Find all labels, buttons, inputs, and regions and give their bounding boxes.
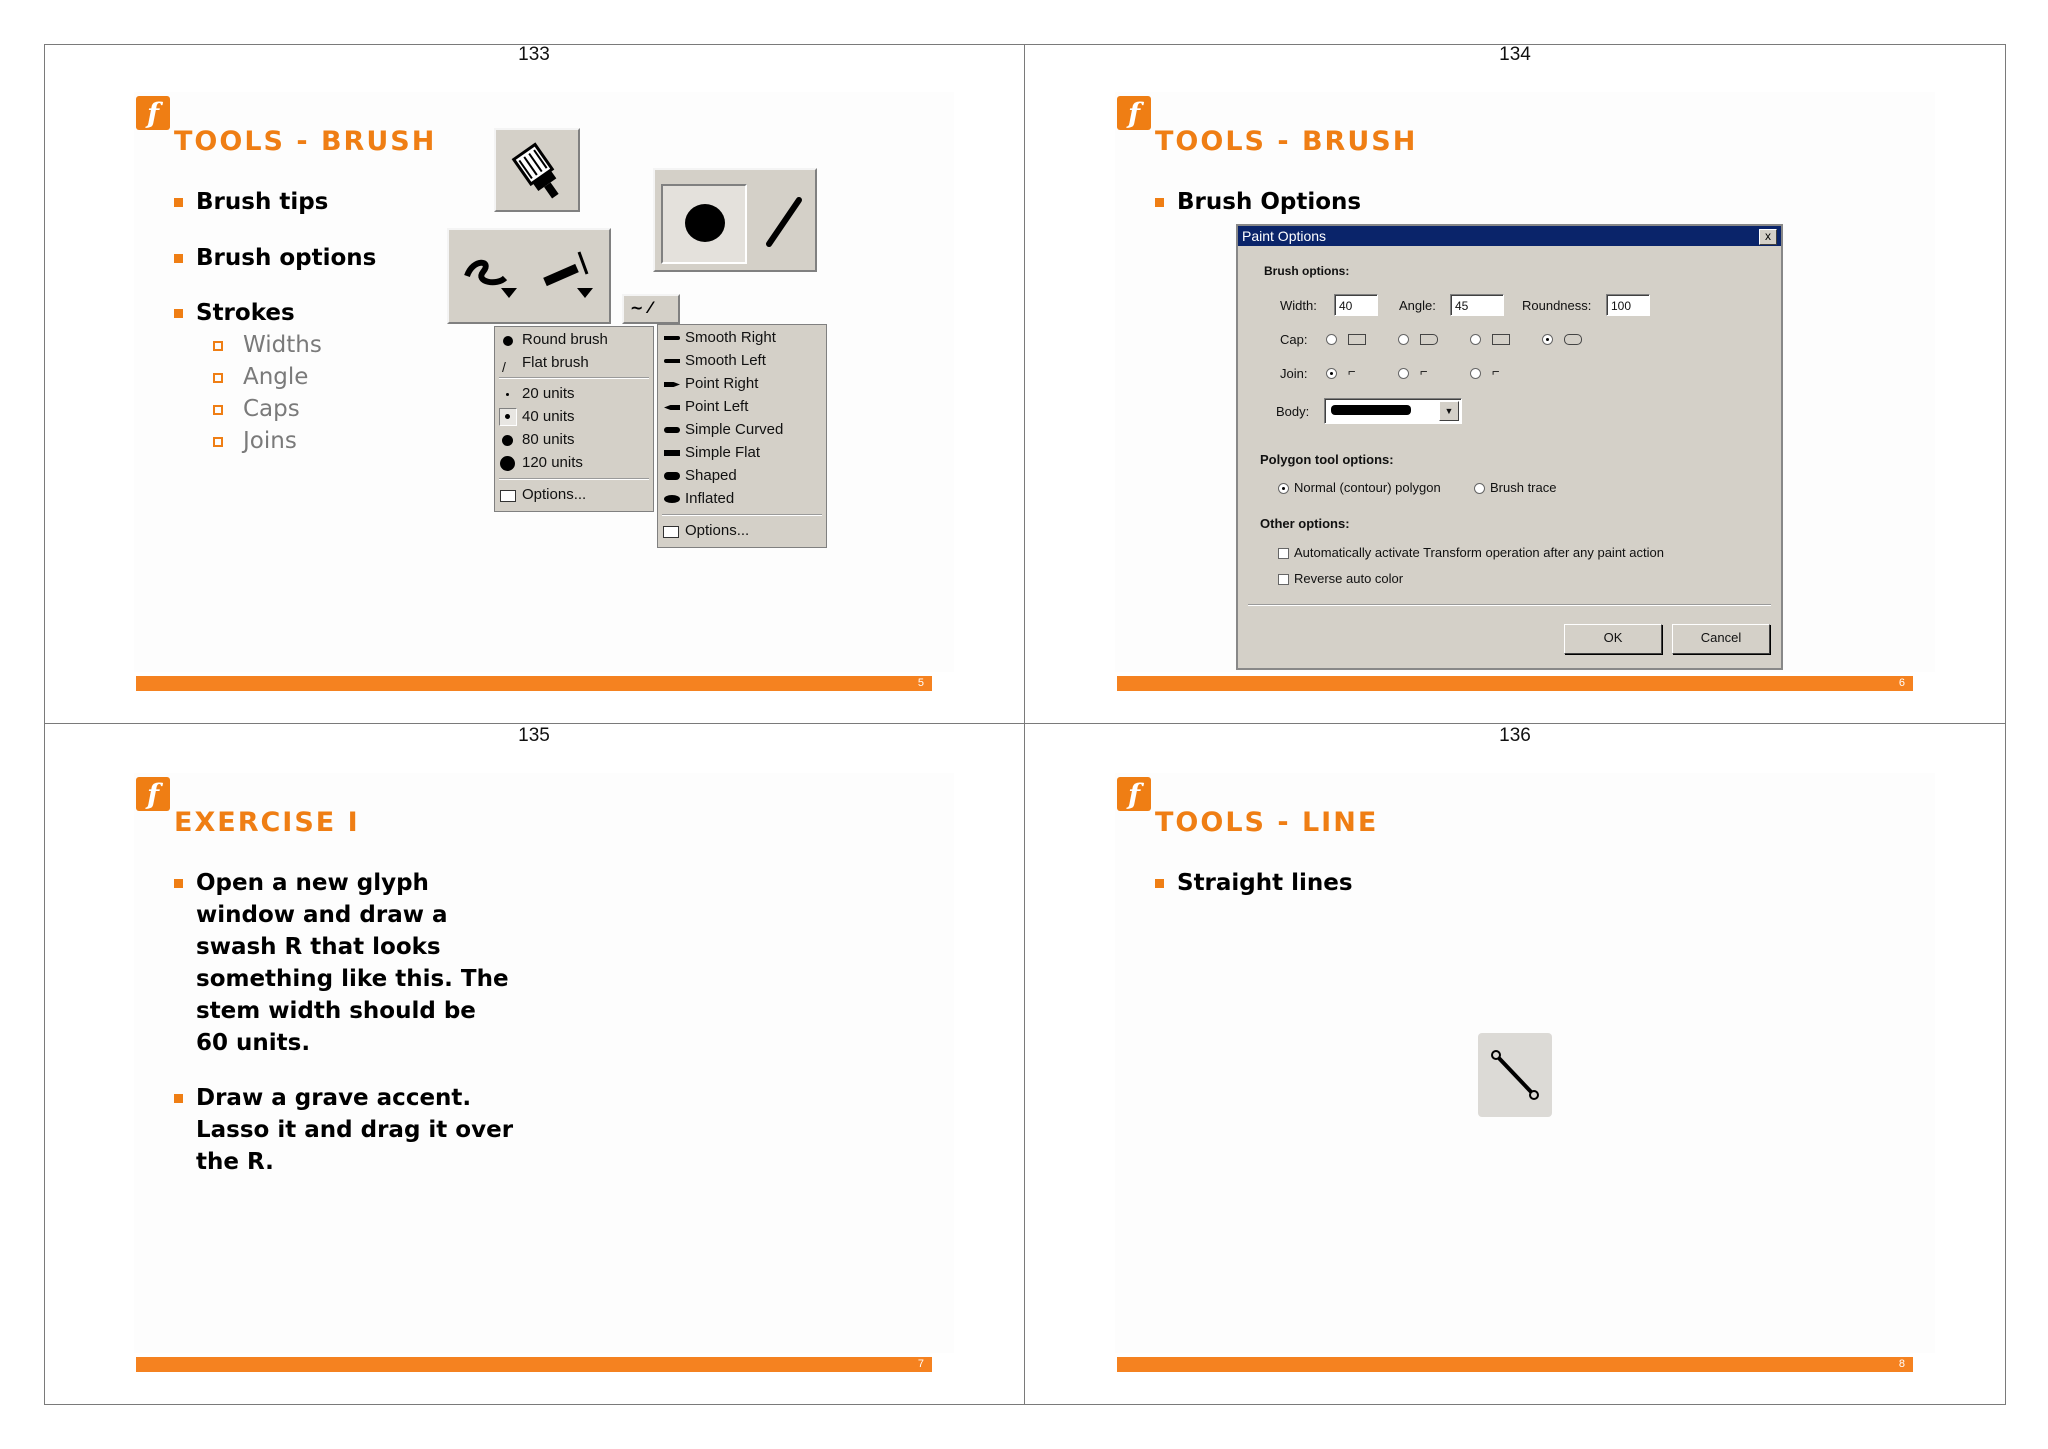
sub-bullet-caps: Caps — [243, 396, 300, 422]
stroke-menu — [657, 324, 827, 548]
brush-trace-label: Brush trace — [1490, 480, 1557, 495]
menu-item-40-units[interactable]: 40 units — [495, 406, 653, 428]
join-radio-1[interactable] — [1326, 368, 1337, 379]
bullet-line: something like this. The — [196, 966, 509, 992]
stroke-mini-button[interactable] — [622, 294, 680, 324]
menu-item-stroke-options[interactable]: Options... — [658, 520, 826, 542]
bullet-line: Lasso it and drag it over — [196, 1117, 514, 1143]
reverse-color-checkbox[interactable] — [1278, 574, 1289, 585]
slide-title: EXERCISE I — [174, 807, 360, 838]
menu-item-options[interactable]: Options... — [495, 484, 653, 506]
menu-item-120-units[interactable]: 120 units — [495, 452, 653, 474]
footer-bar — [1117, 676, 1913, 691]
bullet-straight-lines: Straight lines — [1177, 867, 1353, 899]
auto-transform-label: Automatically activate Transform operation after any paint action — [1294, 545, 1664, 560]
slide-title: TOOLS - LINE — [1155, 807, 1379, 838]
page-number: 136 — [1499, 725, 1531, 746]
join-bevel-icon: ⌐ — [1492, 364, 1500, 379]
dialog-divider — [1248, 604, 1771, 606]
menu-item-simple-curved[interactable]: Simple Curved — [658, 419, 826, 441]
roundness-label: Roundness: — [1522, 298, 1592, 313]
sub-bullet-angle: Angle — [243, 364, 309, 390]
bullet-line: 60 units. — [196, 1030, 311, 1056]
roundness-field[interactable]: 100 — [1606, 294, 1650, 316]
brush-options-label: Brush options: — [1264, 264, 1350, 278]
angle-label: Angle: — [1399, 298, 1436, 313]
options-icon — [663, 526, 679, 538]
options-icon — [500, 490, 516, 502]
menu-item-smooth-left[interactable]: Smooth Left — [658, 350, 826, 372]
menu-item-inflated[interactable]: Inflated — [658, 488, 826, 510]
menu-item-smooth-right[interactable]: Smooth Right — [658, 327, 826, 349]
cap-radio-1[interactable] — [1326, 334, 1337, 345]
bullet-line: stem width should be — [196, 998, 476, 1024]
bullet-line: window and draw a — [196, 902, 448, 928]
stroke-toolbar — [447, 228, 611, 324]
slide-cell-133 — [44, 44, 1024, 724]
footer-number: 5 — [917, 677, 924, 689]
cancel-button[interactable]: Cancel — [1672, 624, 1770, 654]
width-label: Width: — [1280, 298, 1317, 313]
logo-f-icon: f — [136, 777, 170, 811]
bullet-strokes: Strokes — [196, 297, 295, 329]
brush-tool-icon — [496, 130, 578, 210]
round-tip-icon — [685, 204, 725, 242]
cap-rounded-icon — [1564, 334, 1582, 345]
footer-bar — [136, 1357, 932, 1372]
body-label: Body: — [1276, 404, 1310, 419]
bullet-grave-accent — [196, 1082, 513, 1178]
menu-item-point-right[interactable]: Point Right — [658, 373, 826, 395]
bullet-open-glyph — [196, 867, 509, 1059]
join-radio-3[interactable] — [1470, 368, 1481, 379]
bullet-line: swash R that looks — [196, 934, 441, 960]
normal-polygon-label: Normal (contour) polygon — [1294, 480, 1441, 495]
sub-bullet-widths: Widths — [243, 332, 322, 358]
logo-f-icon: f — [1117, 96, 1151, 130]
normal-polygon-radio[interactable] — [1278, 483, 1289, 494]
footer-number: 6 — [1898, 677, 1905, 689]
sub-bullet-joins: Joins — [243, 428, 297, 454]
width-field[interactable]: 40 — [1334, 294, 1378, 316]
menu-item-80-units[interactable]: 80 units — [495, 429, 653, 451]
chevron-down-icon[interactable]: ▼ — [1439, 401, 1459, 421]
brush-tool-button[interactable] — [494, 128, 580, 212]
mini-stroke-icon: ~ ⁄ — [630, 298, 652, 317]
logo-f-icon: f — [1117, 777, 1151, 811]
menu-item-shaped[interactable]: Shaped — [658, 465, 826, 487]
line-tool-icon — [1478, 1033, 1552, 1117]
paint-options-dialog — [1236, 224, 1783, 670]
brush-trace-radio[interactable] — [1474, 483, 1485, 494]
page-number: 135 — [518, 725, 550, 746]
page-number: 134 — [1499, 44, 1531, 65]
menu-separator — [499, 377, 649, 379]
bullet-line: the R. — [196, 1149, 274, 1175]
menu-item-round-brush[interactable]: Round brush — [495, 329, 653, 351]
footer-number: 7 — [917, 1358, 924, 1370]
join-round-icon: ⌐ — [1420, 364, 1428, 379]
menu-item-point-left[interactable]: Point Left — [658, 396, 826, 418]
stroke-icon[interactable] — [453, 238, 609, 318]
flat-tip-icon[interactable] — [755, 190, 811, 254]
slide-cell-134 — [1025, 44, 2005, 724]
footer-bar — [136, 676, 932, 691]
cap-label: Cap: — [1280, 332, 1308, 347]
cap-radio-2[interactable] — [1398, 334, 1409, 345]
menu-item-simple-flat[interactable]: Simple Flat — [658, 442, 826, 464]
body-select[interactable] — [1324, 398, 1462, 424]
cap-radio-3[interactable] — [1470, 334, 1481, 345]
menu-item-20-units[interactable]: 20 units — [495, 383, 653, 405]
other-options-label: Other options: — [1260, 516, 1350, 531]
polygon-options-label: Polygon tool options: — [1260, 452, 1394, 467]
brush-tip-menu — [494, 326, 654, 512]
slide — [134, 773, 954, 1353]
round-tip-button[interactable] — [661, 184, 747, 264]
line-tool-button[interactable] — [1478, 1033, 1552, 1117]
bullet-brush-options: Brush Options — [1177, 186, 1361, 218]
cap-round-icon — [1420, 334, 1438, 345]
reverse-color-label: Reverse auto color — [1294, 571, 1404, 586]
menu-separator — [662, 514, 822, 516]
slide-cell-136 — [1025, 725, 2005, 1405]
join-label: Join: — [1280, 366, 1308, 381]
auto-transform-checkbox[interactable] — [1278, 548, 1289, 559]
bullet-brush-tips: Brush tips — [196, 186, 328, 218]
bullet-line: Draw a grave accent. — [196, 1085, 472, 1111]
body-swatch — [1331, 405, 1411, 415]
page-number: 133 — [518, 44, 550, 65]
cap-square-icon — [1492, 334, 1510, 345]
slide-title: TOOLS - BRUSH — [1155, 126, 1418, 157]
slide-title: TOOLS - BRUSH — [174, 126, 437, 157]
bullet-line: Open a new glyph — [196, 870, 429, 896]
join-miter-icon: ⌐ — [1348, 364, 1356, 379]
slide-cell-135 — [44, 725, 1024, 1405]
bullet-brush-options: Brush options — [196, 242, 376, 274]
cap-butt-icon — [1348, 334, 1366, 345]
angle-field[interactable]: 45 — [1450, 294, 1504, 316]
menu-separator — [499, 478, 649, 480]
footer-bar — [1117, 1357, 1913, 1372]
dialog-title: Paint Options — [1238, 226, 1781, 246]
menu-item-flat-brush[interactable]: / Flat brush — [502, 354, 589, 375]
brush-tip-toolbar — [653, 168, 817, 272]
footer-number: 8 — [1898, 1358, 1905, 1370]
join-radio-2[interactable] — [1398, 368, 1409, 379]
ok-button[interactable]: OK — [1564, 624, 1662, 654]
cap-radio-4[interactable] — [1542, 334, 1553, 345]
close-button[interactable]: x — [1759, 229, 1777, 245]
logo-f-icon: f — [136, 96, 170, 130]
